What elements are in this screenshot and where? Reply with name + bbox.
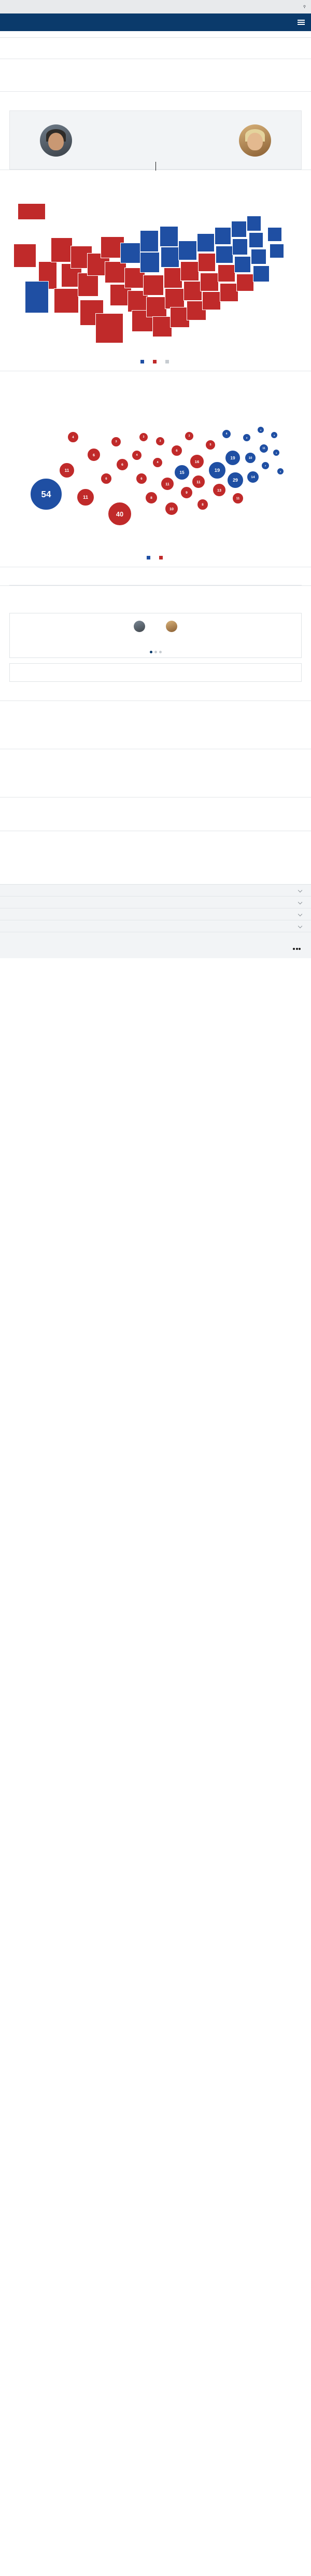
senate-info-block [0,797,311,831]
cartogram-bubble[interactable]: 11 [192,475,205,488]
header-right [292,20,305,25]
surveys-heading [0,586,311,603]
cartogram-bubble[interactable]: 4 [222,429,231,439]
cartogram-bubble[interactable]: 11 [59,463,75,478]
cartogram-bubble[interactable]: 6 [116,458,129,471]
house-section-heading [0,701,311,749]
map-state[interactable] [165,288,185,309]
map-state[interactable] [251,249,266,264]
cartogram-bubble[interactable]: 3 [139,432,148,442]
cartogram-bubble[interactable]: 13 [213,483,226,497]
cartogram-title [0,371,311,388]
cartogram-bubble[interactable]: 4 [273,449,280,456]
map-state[interactable] [236,274,254,291]
cartogram-bubble[interactable]: 4 [67,431,79,443]
legend-item-none [165,360,171,363]
cartogram-bubble[interactable]: 54 [30,478,62,510]
cartogram-bubble[interactable]: 19 [208,461,226,479]
cartogram-bubble[interactable]: 11 [161,477,174,491]
electoral-threshold [132,157,179,159]
cartogram-bubble[interactable]: 14 [247,471,259,483]
utility-right [299,5,306,9]
legend-item-rep-2 [159,556,164,559]
results-heading [0,59,311,78]
map-state[interactable] [270,244,284,258]
chart-card-demographics [9,613,302,658]
menu-icon[interactable] [298,20,305,25]
state-map-text [0,187,311,192]
map-state[interactable] [216,246,233,263]
utility-bar [0,0,311,13]
map-state[interactable] [215,227,231,245]
ard-logo-dots [293,948,301,950]
cartogram-bubble[interactable]: 6 [87,448,101,461]
chart1-footer [10,643,301,649]
cartogram-bubble[interactable]: 8 [197,499,208,510]
states-accordion-title [0,567,311,585]
cartogram-bubble[interactable]: 3 [277,468,284,475]
site-footer [0,884,311,958]
us-state-map[interactable] [9,199,302,355]
footer-row-tagesschau[interactable] [0,897,311,908]
chart2-body [10,669,301,676]
cartogram-bubble[interactable]: 3 [185,431,194,441]
map-state[interactable] [51,237,73,262]
cartogram-bubble[interactable]: 9 [180,486,193,499]
cartogram-bubble[interactable]: 11 [259,444,268,453]
cartogram-legend [0,553,311,567]
search-icon[interactable]: ⚲ [303,5,306,9]
map-state[interactable] [197,233,215,252]
us-cartogram-map[interactable] [9,400,302,551]
presidential-candidate-row [10,120,301,159]
map-state[interactable] [161,247,179,268]
cartogram-bubble[interactable]: 8 [145,492,158,504]
state-map-legend [0,357,311,371]
map-state[interactable] [140,230,159,252]
map-state[interactable] [143,275,164,296]
chart-card-motivation [9,663,302,682]
legend-item-dem [140,360,146,363]
chart2-head [10,664,301,668]
presidential-result-card [9,110,302,170]
avatar-harris [40,124,72,157]
cartogram-bubble[interactable]: 3 [156,437,165,446]
state-map-band [0,170,311,371]
map-state[interactable] [220,283,238,302]
page-root [0,0,311,958]
cartogram-bubble[interactable]: 6 [101,473,112,484]
state-map-title [0,170,311,187]
map-state[interactable] [54,288,79,313]
cartogram-bubble[interactable]: 3 [111,437,121,447]
map-state[interactable] [253,265,270,282]
cartogram-bubble[interactable]: 7 [261,461,270,470]
map-state[interactable] [249,232,263,248]
map-state[interactable] [152,316,172,337]
cartogram-bubble[interactable]: 10 [165,502,178,515]
presidential-band [0,91,311,170]
cartogram-band [0,371,311,567]
map-state[interactable] [178,241,197,260]
map-state[interactable] [140,252,160,273]
legend-item-rep [153,360,158,363]
results-intro [0,78,311,91]
cartogram-bubble[interactable]: 4 [257,426,264,433]
map-state[interactable] [95,313,123,343]
cartogram-text [0,388,311,393]
chart1-body [10,636,301,643]
candidate-trump [216,124,294,159]
candidate-harris [17,124,95,159]
map-state[interactable] [200,273,219,291]
map-state[interactable] [164,268,182,288]
cartogram-bubble[interactable]: 19 [225,450,241,466]
page-subtitle [0,51,311,59]
teaser-grid [0,682,311,701]
map-state[interactable] [232,239,248,255]
cartogram-bubble[interactable]: 3 [271,431,278,439]
footer-row-ard[interactable] [0,908,311,920]
map-state[interactable] [231,221,247,237]
cartogram-bubble[interactable]: 15 [174,465,190,480]
cartogram-bubble[interactable]: 40 [108,502,132,526]
cartogram-bubble[interactable]: 11 [77,488,94,506]
cartogram-bubble[interactable]: 5 [205,440,216,450]
main-nav [0,31,311,38]
site-header [0,13,311,31]
cartogram-bubble[interactable]: 16 [190,454,204,469]
cartogram-bubble[interactable]: 3 [243,433,251,442]
chart1-head [10,613,301,618]
map-state[interactable] [218,264,235,282]
footer-row-accessibility[interactable] [0,920,311,932]
presidential-heading [0,92,311,110]
chart1-legend-trump [166,621,177,633]
cartogram-sublabel [0,393,311,397]
avatar-trump-mini [166,621,177,632]
map-state[interactable] [247,216,261,231]
map-state[interactable] [13,244,36,268]
map-state[interactable] [234,256,251,273]
cartogram-bubble[interactable]: 10 [245,452,256,464]
chart2-footer [10,676,301,681]
cartogram-bubble[interactable]: 4 [132,450,142,460]
cartogram-bubble[interactable]: 11 [232,493,244,504]
avatar-trump [239,124,271,157]
cartogram-bubble[interactable]: 6 [171,445,182,456]
state-map-sublabel [0,192,311,196]
states-accordion-band [0,567,311,585]
chart1-legend-harris [134,621,145,633]
legend-item-dem-2 [147,556,152,559]
surveys-intro [0,603,311,608]
chart1-legend-avatars [10,619,301,636]
cartogram-bubble[interactable]: 4 [152,457,163,468]
footer-row-service[interactable] [0,885,311,897]
cartogram-bubble[interactable]: 6 [136,473,147,484]
electoral-bar [10,163,301,169]
surveys-band [0,585,311,682]
map-state[interactable] [105,261,126,283]
map-state[interactable] [18,203,46,220]
page-title [0,38,311,51]
chart1-pager[interactable] [10,649,301,657]
results-band [0,59,311,91]
map-state[interactable] [146,297,167,317]
retro-section-heading [0,831,311,879]
map-state[interactable] [25,281,49,313]
footer-links [0,932,311,943]
map-state[interactable] [78,273,98,297]
map-state[interactable] [198,253,216,272]
ard-logo [293,948,303,950]
map-state[interactable] [180,261,199,281]
cartogram-bubble[interactable]: 29 [227,472,244,488]
senate-section-heading [0,749,311,797]
avatar-harris-mini [134,621,145,632]
map-state[interactable] [183,281,202,301]
map-state[interactable] [202,291,221,310]
footer-bottom [0,943,311,958]
map-state[interactable] [120,243,141,263]
map-state[interactable] [267,227,282,242]
map-state[interactable] [160,226,178,247]
